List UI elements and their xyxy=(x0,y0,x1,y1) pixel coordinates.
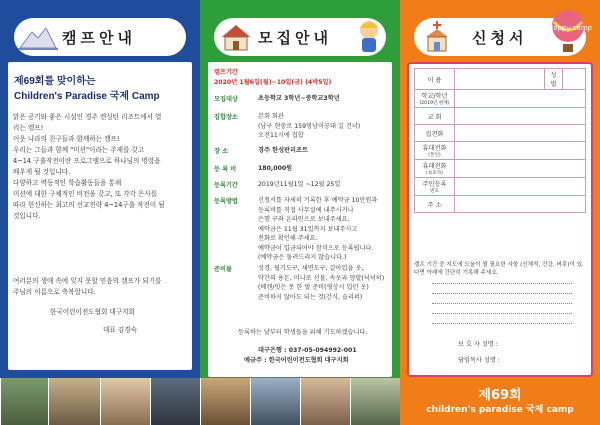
note-line[interactable] xyxy=(432,283,572,284)
detail-line: (남구 현충로 159멍남이공대 길 건너) xyxy=(258,122,361,130)
castle-icon xyxy=(18,22,58,52)
detail-value xyxy=(258,180,390,190)
form-row xyxy=(415,69,586,90)
detail-label: 장 소 xyxy=(214,148,229,155)
detail-label: 등 록 비 xyxy=(214,166,237,173)
detail-value xyxy=(258,164,390,174)
photo xyxy=(200,378,250,425)
note-line[interactable] xyxy=(432,323,572,324)
gender-label: 성별 xyxy=(545,69,563,90)
note-line[interactable] xyxy=(432,313,572,314)
detail-label: 등록기간 xyxy=(214,182,238,189)
health-note: 캠프 기간 중 지도에 도움이 될 필요한 사항 (신체적, 건강, 버릇)이 있다면 아래에 간단히 기록해 주세요. xyxy=(414,262,582,276)
detail-line: 본회 회관 xyxy=(258,113,284,120)
detail-line: (베겐/잇은 못 한 벌 준비(평상시 입던 옷) xyxy=(258,284,369,291)
camp-photos xyxy=(200,378,400,425)
form-label: 집전화 xyxy=(415,125,455,142)
detail-line: 준비하지 않아도 되는 것(간식, 슬리퍼) xyxy=(258,293,363,301)
form-input[interactable] xyxy=(455,125,586,142)
photo xyxy=(350,378,400,425)
detail-line: 신청서를 자세히 기록한 후 예약금 10만원과 xyxy=(258,197,378,204)
form-input[interactable] xyxy=(455,160,586,178)
detail-value xyxy=(258,264,390,302)
form-input[interactable] xyxy=(455,196,586,213)
detail-line: 오전11시에 집합 xyxy=(258,132,304,139)
form-label: 휴대전화 (보호자) xyxy=(415,160,455,178)
form-label: 휴대전화 (본인) xyxy=(415,142,455,160)
detail-value xyxy=(258,146,390,156)
detail-line: 등록비를 직접 사무실에 내주시거나 xyxy=(258,206,354,214)
photo xyxy=(300,378,350,425)
form-label: 학교/학년 (2019년 현재) xyxy=(415,90,455,108)
camp-info-title: 캠프안내 xyxy=(62,30,136,47)
form-row xyxy=(415,108,586,125)
detail-label: 모집대상 xyxy=(214,96,238,103)
headline-1: 제69회를 맞이하는 xyxy=(14,76,96,87)
intro-line: 다양하고 역동적인 학습활동들을 통해 xyxy=(13,179,122,187)
form-label: 주 소 xyxy=(415,196,455,213)
pastor-name-label: 담임목사 성명 : xyxy=(458,357,500,364)
headline-2: Children's Paradise 국제 Camp xyxy=(14,91,160,102)
detail-value xyxy=(258,94,390,104)
detail-line: 예약금은 11월 31일까지 보내주시고 xyxy=(258,225,358,233)
form-row xyxy=(415,90,586,108)
detail-line: 약간의 용돈, 미니또 선물, 속옷과 양말(넉넉히) xyxy=(258,274,385,282)
camp-info-panel xyxy=(0,0,200,425)
recruit-title-badge xyxy=(214,18,386,56)
photo xyxy=(0,378,48,425)
intro-line: 리는 캠프! xyxy=(13,124,44,132)
apply-title: 신청서 xyxy=(472,30,528,47)
intro-line: 것입니다. xyxy=(13,212,41,220)
application-form xyxy=(414,68,586,213)
detail-line: 예약금이 입금되어야 참석으로 등록됩니다. xyxy=(258,244,374,252)
detail-line: (예약금은 돌려드리지 않습니다.) xyxy=(258,254,347,261)
intro-paragraph xyxy=(13,112,189,222)
form-label: 이 름 xyxy=(415,69,455,90)
note-line[interactable] xyxy=(432,303,572,304)
form-input[interactable] xyxy=(455,90,586,108)
note-line[interactable] xyxy=(432,293,572,294)
detail-line: 성경, 필기도구, 세면도구, 갈아입을 옷, xyxy=(258,265,364,272)
recruit-info-panel xyxy=(200,0,400,425)
intro-line: 이웃 나라의 친구들과 함께하는 캠프! xyxy=(13,135,120,143)
camp-photos xyxy=(0,378,200,425)
org-name: 한국어린이전도협회 대구지회 xyxy=(50,308,135,316)
balloon-icon xyxy=(542,8,598,54)
detail-line: 전화로 확인해 주세요. xyxy=(258,235,318,242)
blessing-line: 여러분의 생애 속에 잊지 못할 믿음의 캠프가 되기를 xyxy=(13,277,162,285)
form-row xyxy=(415,178,586,196)
period-label: 캠프기간 xyxy=(214,69,238,76)
detail-line: 2019년11월1일 ~12월 25일 xyxy=(258,181,341,188)
house-icon xyxy=(218,21,254,53)
intro-line: 우리는 그들과 함께 "미션"이라는 주제를 갖고 xyxy=(13,146,145,154)
detail-line: 경주 한성판리조트 xyxy=(258,147,308,154)
form-row xyxy=(415,196,586,213)
period-value: 2020년 1월6일(월)~10일(금) (4박5일) xyxy=(214,79,332,86)
form-input[interactable] xyxy=(455,69,545,90)
guardian-name-label: 보 호 자 성명 : xyxy=(458,341,498,348)
child-character-icon xyxy=(352,18,386,54)
intro-line: 4~14 구출작전이란 프로그램으로 하나님의 명령을 xyxy=(13,157,161,165)
blessing-paragraph xyxy=(13,276,189,298)
detail-line: 초등학교 3학년~중학교3학년 xyxy=(258,95,340,102)
footer-edition: 제69회 xyxy=(478,388,522,403)
form-label: 주민등록 번호 xyxy=(415,178,455,196)
recruit-title: 모집안내 xyxy=(258,30,332,47)
photo xyxy=(100,378,150,425)
intro-line: 따라 헌신하는 최고의 선교전략 4~14구출 작전이 될 xyxy=(13,201,165,209)
camp-info-title-badge xyxy=(14,18,186,56)
detail-value xyxy=(258,112,390,141)
happy-camp-badge: Happy camp xyxy=(547,24,593,32)
footer-camp-name: children's paradise 국제 camp xyxy=(426,405,574,415)
intro-line: 미션에 대한 구체적인 비전을 갖고, 또 각각 은사를 xyxy=(13,190,158,198)
photo xyxy=(150,378,200,425)
form-input[interactable] xyxy=(455,178,586,196)
account-holder: 예금주 : 한국어린이전도협회 대구지회 xyxy=(244,357,349,364)
form-row xyxy=(415,160,586,178)
prayer-notice: 등록하는 날부터 학생들을 위해 기도하겠습니다. xyxy=(238,329,368,336)
intro-line: 맑은 공기와 좋은 시설인 경주 켄싱턴 리조트에서 열 xyxy=(13,113,162,121)
representative: 대표 김경숙 xyxy=(103,326,137,334)
form-input[interactable] xyxy=(455,108,586,125)
detail-line: 은행 구좌 온라인으로 보내주세요. xyxy=(258,216,350,223)
gender-input[interactable] xyxy=(563,69,586,90)
form-input[interactable] xyxy=(455,142,586,160)
application-panel xyxy=(400,0,600,425)
intro-line: 배우게 될 것입니다. xyxy=(13,168,71,176)
detail-label: 준비물 xyxy=(214,266,232,273)
bank-account: 대구은행 : 037-05-094992-001 xyxy=(258,347,357,354)
form-label: 교 회 xyxy=(415,108,455,125)
blessing-line: 주님의 이름으로 축복합니다. xyxy=(13,288,96,296)
form-row xyxy=(415,142,586,160)
detail-value xyxy=(258,196,390,263)
detail-label: 집합장소 xyxy=(214,114,238,121)
photo xyxy=(250,378,300,425)
church-icon xyxy=(420,21,454,53)
form-row xyxy=(415,125,586,142)
detail-line: 180,000원 xyxy=(258,165,293,172)
photo xyxy=(48,378,100,425)
detail-label: 등록방법 xyxy=(214,198,238,205)
